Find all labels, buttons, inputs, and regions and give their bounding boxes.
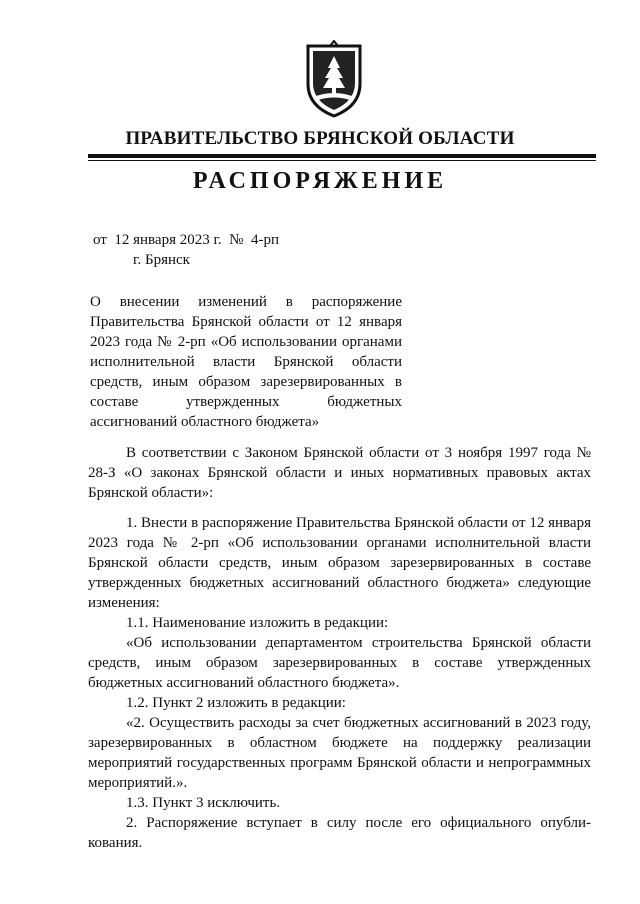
list-item: 2. Распоряжение вступает в силу после его официального опубли-кования. [88,815,591,851]
header-divider-thick [88,154,596,158]
document-subject: О внесении изменений в распоряжение Правительства Брянской области от 12 января 2023 года № 2-рп «Об использовании органами исполнительной власти Брянской области средств, иным образом зарезервированных в составе утвержденных бюджетных ассигнований областного бюджета» [90,294,402,430]
ordering-section [88,513,591,853]
list-item: «Об использовании департаментом строительства Брянской области средств, иным образом зарезервированных в составе утвержденных бюджетных ассигнований областного бюджета». [88,635,591,691]
list-item: 1.1. Наименование изложить в редакции: [126,615,389,631]
preamble-text: В соответствии с Законом Брянской области от 3 ноября 1997 года № 28-З «О законах Брянской области и иных нормативных правовых актах Брянской области»: [88,445,591,501]
list-item: 1.2. Пункт 2 изложить в редакции: [126,695,346,711]
preamble [88,443,591,503]
document-city: г. Брянск [133,252,190,268]
list-item: «2. Осуществить расходы за счет бюджетных ассигнований в 2023 году, зарезервированных в областном бюджете на поддержку реализации мероприятий государственных программ Брянской области и непрограммных мероприятий.». [88,715,591,791]
document-date-number: от 12 января 2023 г. № 4-рп [93,232,280,248]
organization-title: ПРАВИТЕЛЬСТВО БРЯНСКОЙ ОБЛАСТИ [125,128,515,149]
list-item: 1.3. Пункт 3 исключить. [126,795,281,811]
header-divider-thin [88,160,596,161]
document-type-title: РАСПОРЯЖЕНИЕ [192,168,448,194]
list-item: 1. Внести в распоряжение Правительства Брянской области от 12 января 2023 года № 2-рп «Об использовании органами исполнительной власти Брянской области средств, иным образом зарезервированных в составе утвержденных бюджетных ассигнований областного бюджета» следующие изменения: [88,515,591,611]
coat-of-arms-icon [300,40,368,120]
